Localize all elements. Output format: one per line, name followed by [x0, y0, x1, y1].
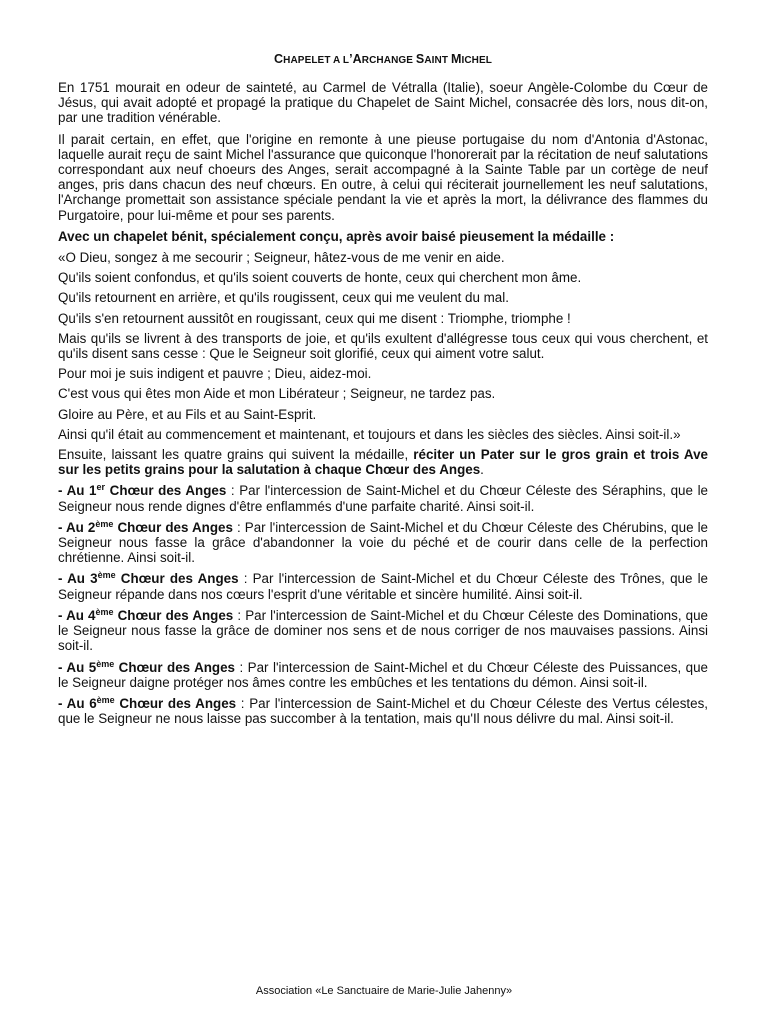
title-part: M: [450, 52, 462, 66]
choir-prefix: - Au 1: [58, 483, 97, 499]
choir-item: [58, 483, 708, 513]
choir-label: Chœur des Anges: [115, 571, 239, 587]
choir-label: Chœur des Anges: [114, 659, 236, 675]
page-title: [58, 52, 708, 66]
intro-paragraph-2: Il parait certain, en effet, que l'origine en remonte à une pieuse portugaise du nom d'Antonia d'Astonac, laquelle aurait reçu de saint Michel l'assurance que quiconque l'honorerait par la récitation de neuf salutations correspondant aux neuf choeurs des Anges, serait accompagné à la Sainte Table par un cortège de neuf anges, pris dans chacun des neuf chœurs. En outre, à celui qui réciterait journellement les neuf salutations, l'Archange promettait son assistance spéciale pendant la vie et après la mort, la délivrance des flammes du Purgatoire, pour lui-même et pour ses parents.: [58, 131, 708, 223]
title-part: C: [274, 52, 284, 66]
choir-item: [58, 520, 708, 566]
then-end: .: [480, 462, 484, 478]
title-part: AINT: [424, 55, 451, 66]
choir-ordinal: er: [96, 482, 106, 493]
choir-text: : Par l'intercession de Saint-Michel et du Chœur Céleste des Puissances, que le Seigneur daigne protéger nos âmes contre les embûches et les tentations du démon. Ainsi soit-il.: [58, 659, 709, 690]
choir-text: : Par l'intercession de Saint-Michel et du Chœur Céleste des Chérubins, que le Seigneur nous fasse la grâce d'abandonner la voie du péché et de courir dans celle de la perfection chrétienne. Ainsi soit-il.: [58, 519, 708, 566]
choir-text: : Par l'intercession de Saint-Michel et du Chœur Céleste des Dominations, que le Seigneur nous fasse la grâce de dominer nos sens et de nous corriger de nos mauvaises passions. Ainsi soit-il.: [58, 607, 709, 654]
title-part: ’A: [349, 52, 362, 66]
choir-ordinal: ème: [96, 694, 115, 705]
choir-text: : Par l'intercession de Saint-Michel et du Chœur Céleste des Séraphins, que le Seigneur nous rende dignes d'être enflammés d'une parfaite charité. Ainsi soit-il.: [58, 483, 708, 514]
page-footer: Association «Le Sanctuaire de Marie-Julie Jahenny»: [255, 985, 513, 997]
prayer-line: Qu'ils soient confondus, et qu'ils soient couverts de honte, ceux qui cherchent mon âme.: [58, 270, 582, 286]
title-part: S: [415, 52, 425, 66]
choir-ordinal: ème: [95, 606, 114, 617]
choir-prefix: - Au 5: [58, 659, 97, 675]
title-part: ICHEL: [461, 55, 492, 66]
then-paragraph: [58, 447, 708, 477]
choir-text: : Par l'intercession de Saint-Michel et du Chœur Céleste des Vertus célestes, que le Seigneur ne nous laisse pas succomber à la tentation, mais qu'Il nous délivre du mal. Ainsi soit-il.: [58, 695, 708, 727]
choir-ordinal: ème: [95, 518, 114, 529]
choir-item: [58, 660, 708, 690]
choir-item: [58, 571, 708, 601]
choir-text: : Par l'intercession de Saint-Michel et du Chœur Céleste des Trônes, que le Seigneur répande dans nos cœurs l'esprit d'une véritable et sincère humilité. Ainsi soit-il.: [58, 571, 709, 602]
prayer-line: Ainsi qu'il était au commencement et maintenant, et toujours et dans les siècles des siècles. Ainsi soit-il.»: [58, 426, 681, 442]
prayer-line: Gloire au Père, et au Fils et au Saint-Esprit.: [58, 406, 317, 422]
instruction-line: Avec un chapelet bénit, spécialement conçu, après avoir baisé pieusement la médaille :: [58, 228, 615, 244]
choir-label: Chœur des Anges: [105, 483, 227, 499]
prayer-line: C'est vous qui êtes mon Aide et mon Libérateur ; Seigneur, ne tardez pas.: [58, 386, 496, 402]
choir-label: Chœur des Anges: [113, 607, 234, 623]
title-part: RCHANGE: [361, 55, 416, 66]
choir-item: [58, 608, 708, 654]
choir-prefix: - Au 4: [58, 607, 96, 623]
then-text: Ensuite, laissant les quatre grains qui suivent la médaille,: [58, 447, 414, 463]
choir-label: Chœur des Anges: [113, 519, 233, 535]
prayer-line: Qu'ils retournent en arrière, et qu'ils rougissent, ceux qui me veulent du mal.: [58, 290, 509, 306]
document-page: [58, 52, 708, 732]
title-part: HAPELET A L: [283, 55, 350, 66]
intro-paragraph-1: En 1751 mourait en odeur de sainteté, au Carmel de Vétralla (Italie), soeur Angèle-Colombe du Cœur de Jésus, qui avait adopté et propagé la pratique du Chapelet de Saint Michel, consacrée dès lors, nous dit-on, par une tradition vénérable.: [58, 80, 708, 126]
prayer-line: Qu'ils s'en retournent aussitôt en rougissant, ceux qui me disent : Triomphe, triomphe !: [58, 310, 571, 326]
choir-label: Chœur des Anges: [114, 695, 237, 711]
choir-prefix: - Au 6: [58, 695, 97, 711]
prayer-line: «O Dieu, songez à me secourir ; Seigneur, hâtez-vous de me venir en aide.: [58, 250, 505, 266]
prayer-line: Pour moi je suis indigent et pauvre ; Dieu, aidez-moi.: [58, 366, 372, 382]
choir-item: [58, 696, 708, 726]
choir-prefix: - Au 3: [58, 571, 98, 587]
prayer-line: Mais qu'ils se livrent à des transports de joie, et qu'ils exultent d'allégresse tous ceux qui vous cherchent, et qu'ils disent sans cesse : Que le Seigneur soit glorifié, ceux qui aiment votre salut.: [58, 330, 708, 362]
then-bold-text: réciter un Pater sur le gros grain et trois Ave sur les petits grains pour la salutation à chaque Chœur des Anges: [58, 447, 708, 478]
choir-ordinal: ème: [96, 658, 115, 669]
choir-prefix: - Au 2: [58, 519, 96, 535]
choir-ordinal: ème: [97, 570, 116, 581]
